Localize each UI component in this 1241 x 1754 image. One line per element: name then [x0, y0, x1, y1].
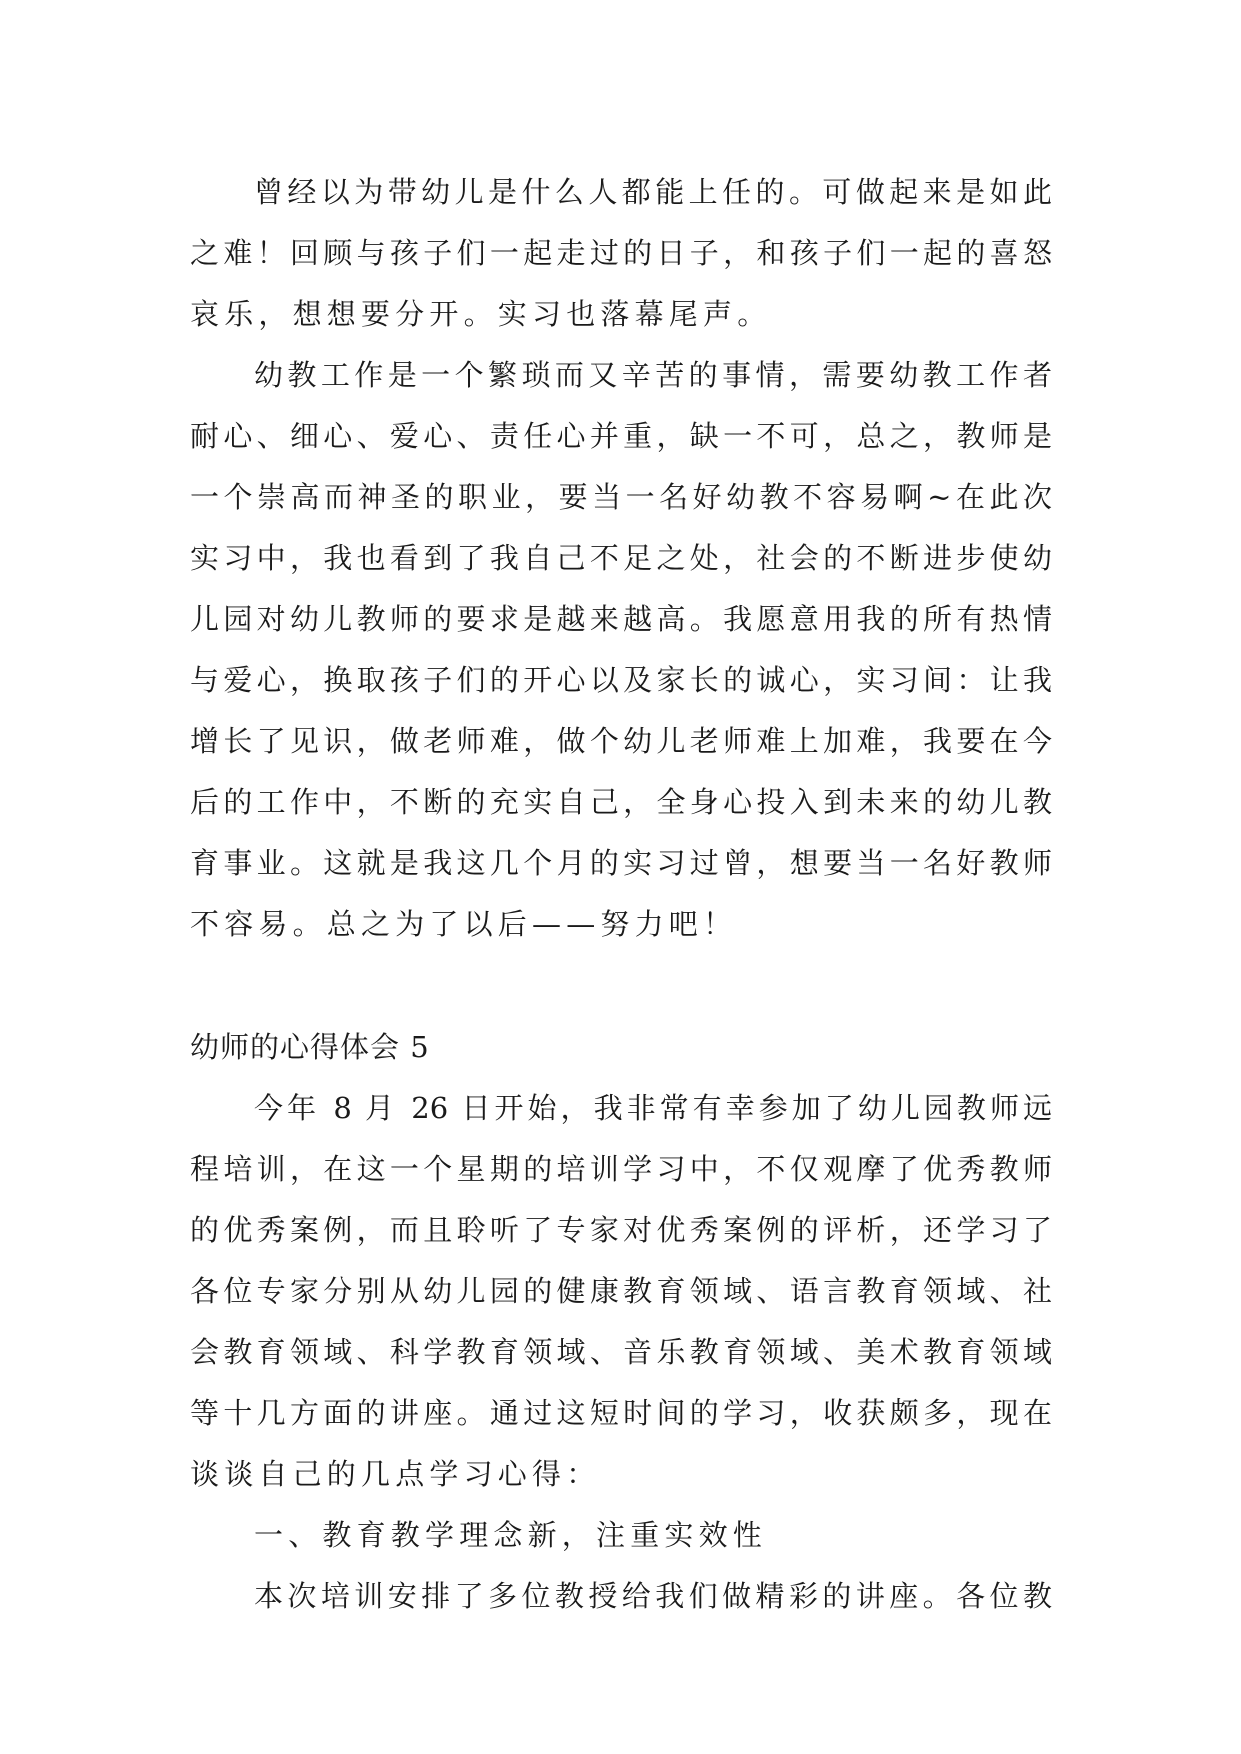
text-line: 不容易。总之为了以后——努力吧！ — [190, 907, 738, 941]
text-line: 今年 8 月 26 日开始，我非常有幸参加了幼儿园教师远 — [254, 1091, 1052, 1125]
text-line: 幼教工作是一个繁琐而又辛苦的事情，需要幼教工作者 — [254, 358, 1052, 392]
text-line: 谈谈自己的几点学习心得： — [190, 1457, 601, 1491]
text-line: 一个崇高而神圣的职业，要当一名好幼教不容易啊~在此次 — [190, 480, 1052, 514]
text-line: 程培训，在这一个星期的培训学习中，不仅观摩了优秀教师 — [190, 1152, 1052, 1186]
subheading — [190, 1505, 1052, 1566]
paragraph — [190, 345, 1052, 955]
text-line: 增长了见识，做老师难，做个幼儿老师难上加难，我要在今 — [190, 724, 1052, 758]
text-line: 本次培训安排了多位教授给我们做精彩的讲座。各位教 — [254, 1579, 1052, 1613]
text-line: 之难！回顾与孩子们一起走过的日子，和孩子们一起的喜怒 — [190, 236, 1052, 270]
text-line: 会教育领域、科学教育领域、音乐教育领域、美术教育领域 — [190, 1335, 1052, 1369]
text-line: 后的工作中，不断的充实自己，全身心投入到未来的幼儿教 — [190, 785, 1052, 819]
text-line: 哀乐，想想要分开。实习也落幕尾声。 — [190, 297, 772, 331]
text-line: 实习中，我也看到了我自己不足之处，社会的不断进步使幼 — [190, 541, 1052, 575]
text-line: 育事业。这就是我这几个月的实习过曾，想要当一名好教师 — [190, 846, 1052, 880]
text-line: 耐心、细心、爱心、责任心并重，缺一不可，总之，教师是 — [190, 419, 1052, 453]
text-line: 儿园对幼儿教师的要求是越来越高。我愿意用我的所有热情 — [190, 602, 1052, 636]
paragraph — [190, 1078, 1052, 1505]
paragraph — [190, 1566, 1052, 1627]
section-title: 幼师的心得体会 5 — [190, 1030, 430, 1064]
text-line: 各位专家分别从幼儿园的健康教育领域、语言教育领域、社 — [190, 1274, 1052, 1308]
paragraph — [190, 162, 1052, 345]
text-line: 的优秀案例，而且聆听了专家对优秀案例的评析，还学习了 — [190, 1213, 1052, 1247]
text-line: 曾经以为带幼儿是什么人都能上任的。可做起来是如此 — [254, 175, 1052, 209]
text-line: 等十几方面的讲座。通过这短时间的学习，收获颇多，现在 — [190, 1396, 1052, 1430]
document-page — [190, 162, 1052, 1627]
text-line: 与爱心，换取孩子们的开心以及家长的诚心，实习间：让我 — [190, 663, 1052, 697]
text-line: 一、教育教学理念新，注重实效性 — [254, 1518, 768, 1552]
